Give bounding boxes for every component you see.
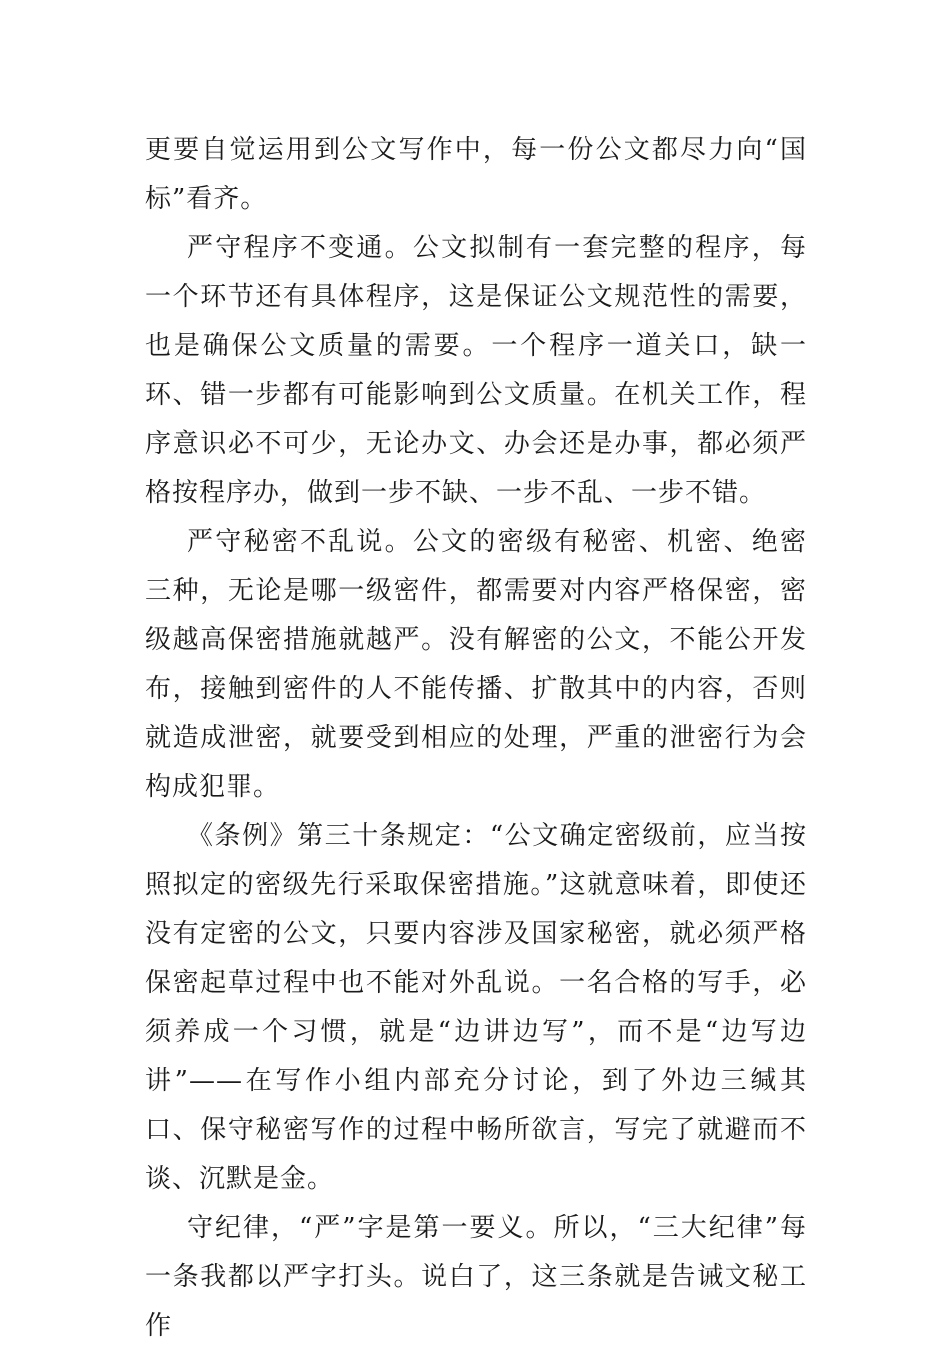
- paragraph-2: 严守程序不变通。公文拟制有一套完整的程序，每一个环节还有具体程序，这是保证公文规范性的需要，也是确保公文质量的需要。一个程序一道关口，缺一环、错一步都有可能影响到公文质量。在机关工作，程序意识必不可少，无论办文、办会还是办事，都必须严格按程序办，做到一步不缺、一步不乱、一步不错。: [145, 233, 807, 508]
- paragraph-1: 更要自觉运用到公文写作中，每一份公文都尽力向“国标”看齐。: [145, 135, 807, 214]
- body-text: [145, 126, 807, 1351]
- paragraph-3: 严守秘密不乱说。公文的密级有秘密、机密、绝密三种，无论是哪一级密件，都需要对内容严格保密，密级越高保密措施就越严。没有解密的公文，不能公开发布，接触到密件的人不能传播、扩散其中的内容，否则就造成泄密，就要受到相应的处理，严重的泄密行为会构成犯罪。: [145, 527, 807, 802]
- paragraph-4: 《条例》第三十条规定：“公文确定密级前，应当按照拟定的密级先行采取保密措施。”这就意味着，即使还没有定密的公文，只要内容涉及国家秘密，就必须严格保密起草过程中也不能对外乱说。一名合格的写手，必须养成一个习惯，就是“边讲边写”，而不是“边写边讲”——在写作小组内部充分讨论，到了外边三缄其口、保守秘密写作的过程中畅所欲言，写完了就避而不谈、沉默是金。: [145, 821, 807, 1194]
- paragraph-5: 守纪律，“严”字是第一要义。所以，“三大纪律”每一条我都以严字打头。说白了，这三条就是告诫文秘工作: [145, 1213, 807, 1341]
